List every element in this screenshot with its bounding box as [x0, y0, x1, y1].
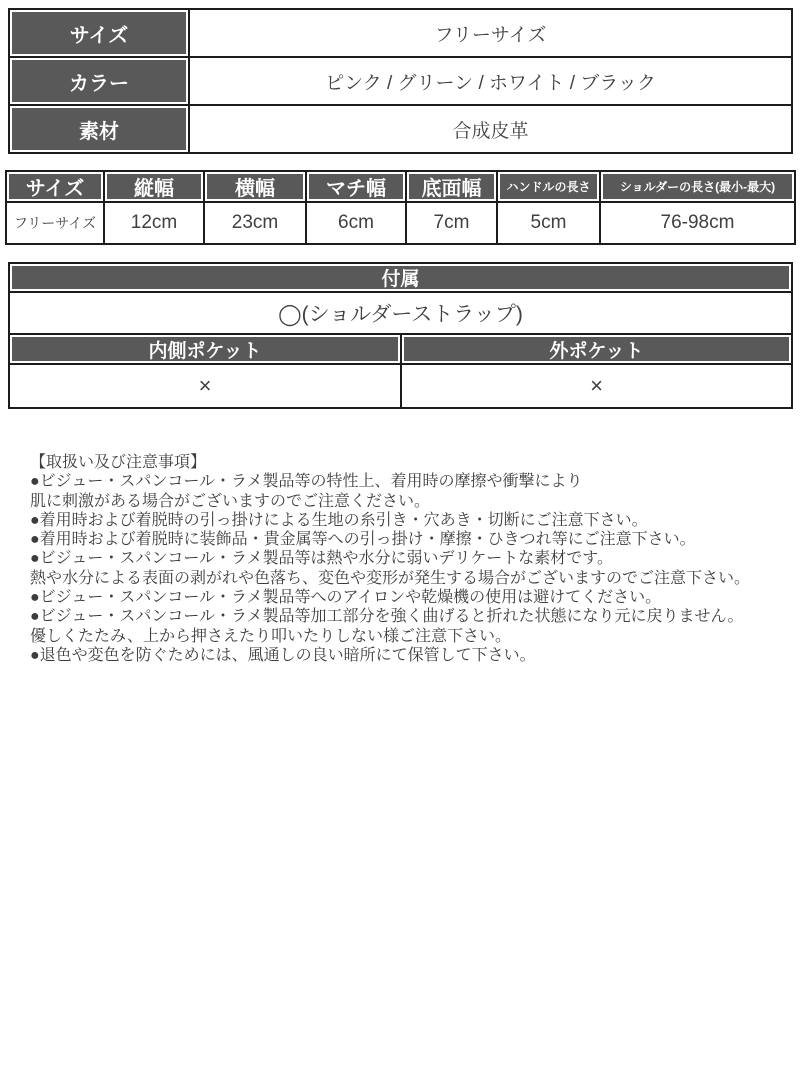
size-value-cell: フリーサイズ: [189, 9, 792, 57]
care-note-line: 優しくたたみ、上から押さえたり叩いたりしない様ご注意下さい。: [30, 627, 511, 645]
care-note-line: ●ビジュー・スパンコール・ラメ製品等は熱や水分に弱いデリケートな素材です。: [30, 550, 613, 568]
care-note-line: ●着用時および着脱時に装飾品・貴金属等への引っ掛け・摩擦・ひきつれ等にご注意下さい。: [30, 531, 696, 549]
measurement-value-row: [6, 202, 795, 244]
col-header-shoulder: ショルダーの長さ(最小-最大): [600, 171, 795, 202]
accessory-header-row: [9, 263, 792, 292]
outer-pocket-value: ×: [401, 364, 792, 408]
value-shoulder: 76-98cm: [600, 202, 795, 244]
accessory-value-row: [9, 292, 792, 334]
value-bottom: 7cm: [406, 202, 497, 244]
col-header-handle: ハンドルの長さ: [497, 171, 600, 202]
table-row: [9, 105, 792, 153]
care-notes: [30, 453, 790, 665]
care-note-line: ●ビジュー・スパンコール・ラメ製品等の特性上、着用時の摩擦や衝撃により: [30, 473, 583, 491]
measurement-table: [5, 170, 796, 245]
care-note-line: 熱や水分による表面の剥がれや色落ち、変色や変形が発生する場合がございますのでご注意下さい。: [30, 569, 751, 587]
color-label-cell: カラー: [9, 57, 189, 105]
col-header-width: 横幅: [204, 171, 306, 202]
col-header-height: 縦幅: [104, 171, 204, 202]
inner-pocket-value: ×: [9, 364, 401, 408]
accessory-header-cell: 付属: [9, 263, 792, 292]
accessory-table: [8, 262, 793, 409]
pocket-value-row: [9, 364, 792, 408]
care-note-line: ●ビジュー・スパンコール・ラメ製品等へのアイロンや乾燥機の使用は避けてください。: [30, 589, 662, 607]
material-label-cell: 素材: [9, 105, 189, 153]
care-notes-title: 【取扱い及び注意事項】: [30, 454, 207, 471]
care-note-line: ●着用時および着脱時の引っ掛けによる生地の糸引き・穴あき・切断にご注意下さい。: [30, 511, 648, 529]
care-note-line: ●退色や変色を防ぐためには、風通しの良い暗所にて保管して下さい。: [30, 646, 536, 664]
value-size: フリーサイズ: [6, 202, 104, 244]
measurement-header-row: [6, 171, 795, 202]
value-height: 12cm: [104, 202, 204, 244]
table-row: [9, 9, 792, 57]
pocket-header-row: [9, 334, 792, 364]
value-handle: 5cm: [497, 202, 600, 244]
material-value-cell: 合成皮革: [189, 105, 792, 153]
value-width: 23cm: [204, 202, 306, 244]
col-header-bottom: 底面幅: [406, 171, 497, 202]
inner-pocket-header: 内側ポケット: [9, 334, 401, 364]
color-value-cell: ピンク / グリーン / ホワイト / ブラック: [189, 57, 792, 105]
care-note-line: 肌に刺激がある場合がございますのでご注意ください。: [30, 492, 431, 510]
product-info-table: [8, 8, 793, 154]
care-note-line: ●ビジュー・スパンコール・ラメ製品等加工部分を強く曲げると折れた状態になり元に戻りません。: [30, 608, 744, 626]
col-header-gusset: マチ幅: [306, 171, 406, 202]
value-gusset: 6cm: [306, 202, 406, 244]
table-row: [9, 57, 792, 105]
shoulder-strap-cell: ◯(ショルダーストラップ): [9, 292, 792, 334]
outer-pocket-header: 外ポケット: [401, 334, 792, 364]
col-header-size: サイズ: [6, 171, 104, 202]
size-label-cell: サイズ: [9, 9, 189, 57]
